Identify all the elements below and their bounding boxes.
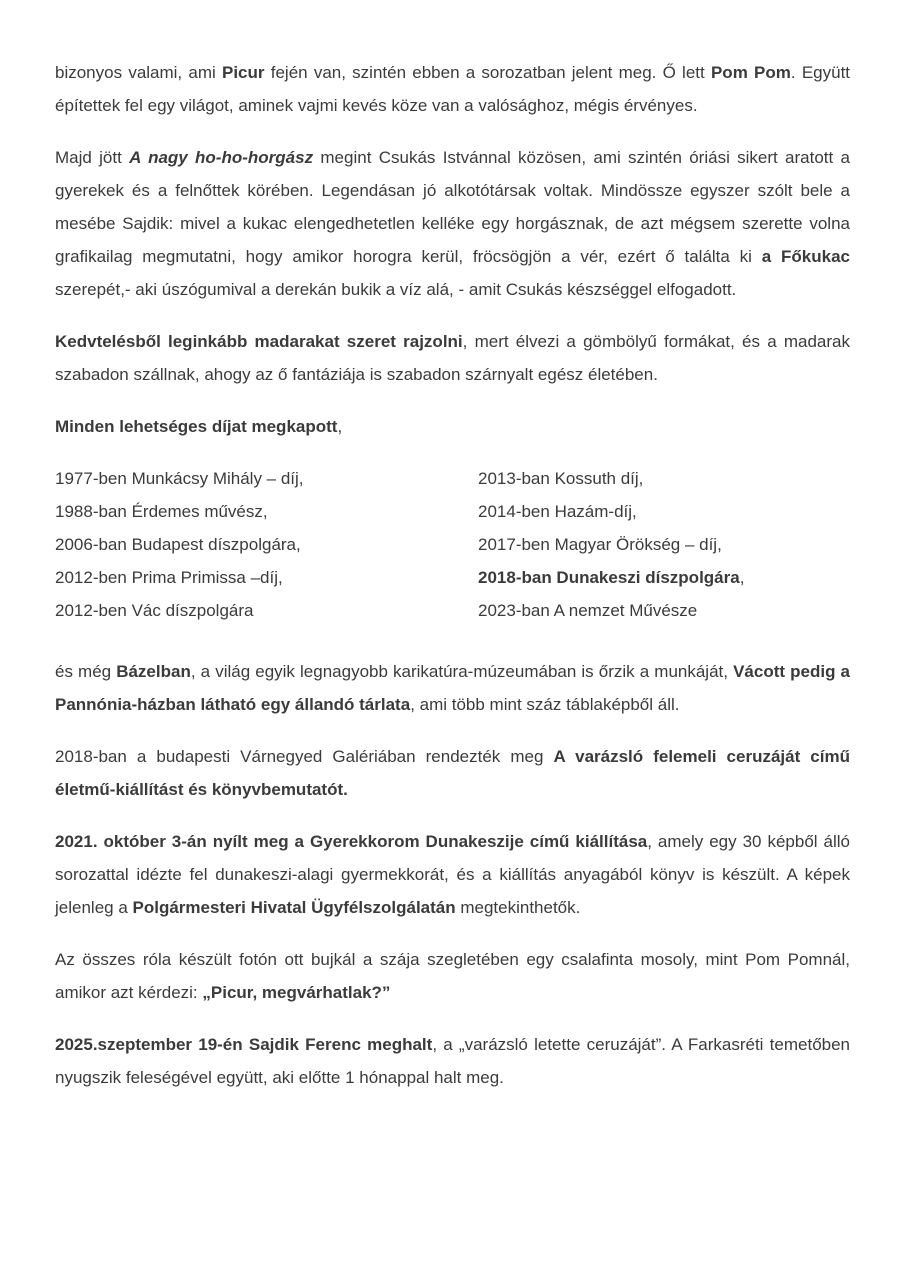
para-halal [55, 1028, 850, 1094]
text-segment: fején van, szintén ebben a sorozatban jelent meg. Ő lett [264, 63, 711, 82]
award-item [55, 528, 478, 561]
text-segment: 1977-ben Munkácsy Mihály – díj, [55, 469, 304, 488]
text-segment: megtekinthetők. [455, 898, 581, 917]
award-item [478, 462, 850, 495]
awards-column-left [55, 462, 478, 627]
awards-column-right [478, 462, 850, 627]
text-segment: a Főkukac [761, 247, 850, 266]
text-segment: Kedvtelésből leginkább madarakat szeret rajzolni [55, 332, 463, 351]
text-segment: 1988-ban Érdemes művész, [55, 502, 268, 521]
para-varnegyed [55, 740, 850, 806]
text-segment: 2006-ban Budapest díszpolgára, [55, 535, 301, 554]
text-segment: 2025.szeptember 19-én Sajdik Ferenc meghalt [55, 1035, 433, 1054]
text-segment: , [739, 568, 745, 587]
document-content [55, 56, 850, 1094]
text-segment: , [337, 417, 343, 436]
text-segment: , mert élvezi a gömbölyű formákat, és a madarak szabadon szállnak, ahogy az ő fantáziája is szabadon szárnyalt egész életében. [55, 332, 851, 384]
award-item [478, 594, 850, 627]
award-item [55, 594, 478, 627]
award-item [55, 462, 478, 495]
para-bazel [55, 655, 850, 721]
text-segment: 2021. október 3-án nyílt meg a Gyerekkorom Dunakeszije című kiállítása [55, 832, 648, 851]
text-segment: 2014-ben Hazám-díj, [478, 502, 637, 521]
text-segment: Bázelban [116, 662, 191, 681]
para-pompom-intro [55, 56, 850, 122]
text-segment: megint Csukás Istvánnal közösen, ami szintén óriási sikert aratott a gyerekek és a felnőttek körében. Legendásan jó alkotótársak voltak. Mindössze egyszer szólt bele a mesébe Sajdik: mivel a kukac elengedhetetlen kelléke egy horgásznak, de azt mégsem szerette volna grafikailag megmutatni, hogy amikor horogra kerül, fröcsögjön a vér, ezért ő találta ki [55, 148, 851, 266]
awards-list [55, 462, 850, 627]
text-segment: Picur [222, 63, 265, 82]
award-item [478, 561, 850, 594]
text-segment: 2017-ben Magyar Örökség – díj, [478, 535, 722, 554]
text-segment: , a világ egyik legnagyobb karikatúra-múzeumában is őrzik a munkáját, [190, 662, 734, 681]
text-segment: Polgármesteri Hivatal Ügyfélszolgálatán [132, 898, 456, 917]
award-item [478, 495, 850, 528]
text-segment: 2012-ben Vác díszpolgára [55, 601, 254, 620]
text-segment: bizonyos valami, ami [55, 63, 222, 82]
text-segment: 2013-ban Kossuth díj, [478, 469, 644, 488]
text-segment: 2012-ben Prima Primissa –díj, [55, 568, 283, 587]
text-segment: „Picur, megvárhatlak?” [202, 983, 391, 1002]
text-segment: . Együtt építettek fel egy világot, aminek vajmi kevés köze van a valósághoz, mégis érvényes. [55, 63, 851, 115]
para-mosoly [55, 943, 850, 1009]
text-segment: 2023-ban A nemzet Művésze [478, 601, 698, 620]
text-segment: , a „varázsló letette ceruzáját”. A Farkasréti temetőben nyugszik feleségével együtt, aki előtte 1 hónappal halt meg. [55, 1035, 851, 1087]
text-segment: Pom Pom [710, 63, 791, 82]
award-item [478, 528, 850, 561]
text-segment: Majd jött [55, 148, 130, 167]
text-segment: és még [55, 662, 117, 681]
para-2021-kiallitas [55, 825, 850, 924]
text-segment: A nagy ho-ho-horgász [129, 148, 314, 167]
text-segment: Vácott pedig a Pannónia-házban látható egy állandó tárlata [55, 662, 850, 714]
text-segment: A varázsló felemeli ceruzáját című életmű-kiállítást és könyvbemutatót. [55, 747, 850, 799]
text-segment: 2018-ban Dunakeszi díszpolgára [478, 568, 740, 587]
award-item [55, 561, 478, 594]
award-item [55, 495, 478, 528]
para-dijak-lead [55, 410, 850, 443]
text-segment: Minden lehetséges díjat megkapott [55, 417, 338, 436]
text-segment: , amely egy 30 képből álló sorozattal idézte fel dunakeszi-alagi gyermekkorát, és a kiállítás anyagából könyv is készült. A képek jelenleg a [55, 832, 850, 917]
text-segment: , ami több mint száz táblaképből áll. [410, 695, 680, 714]
para-hohohorgasz [55, 141, 850, 306]
para-madarak [55, 325, 850, 391]
text-segment: Az összes róla készült fotón ott bujkál a szája szegletében egy csalafinta mosoly, mint Pom Pomnál, amikor azt kérdezi: [55, 950, 850, 1002]
text-segment: szerepét,- aki úszógumival a derekán bukik a víz alá, - amit Csukás készséggel elfogadott. [55, 280, 737, 299]
text-segment: 2018-ban a budapesti Várnegyed Galériában rendezték meg [55, 747, 554, 766]
